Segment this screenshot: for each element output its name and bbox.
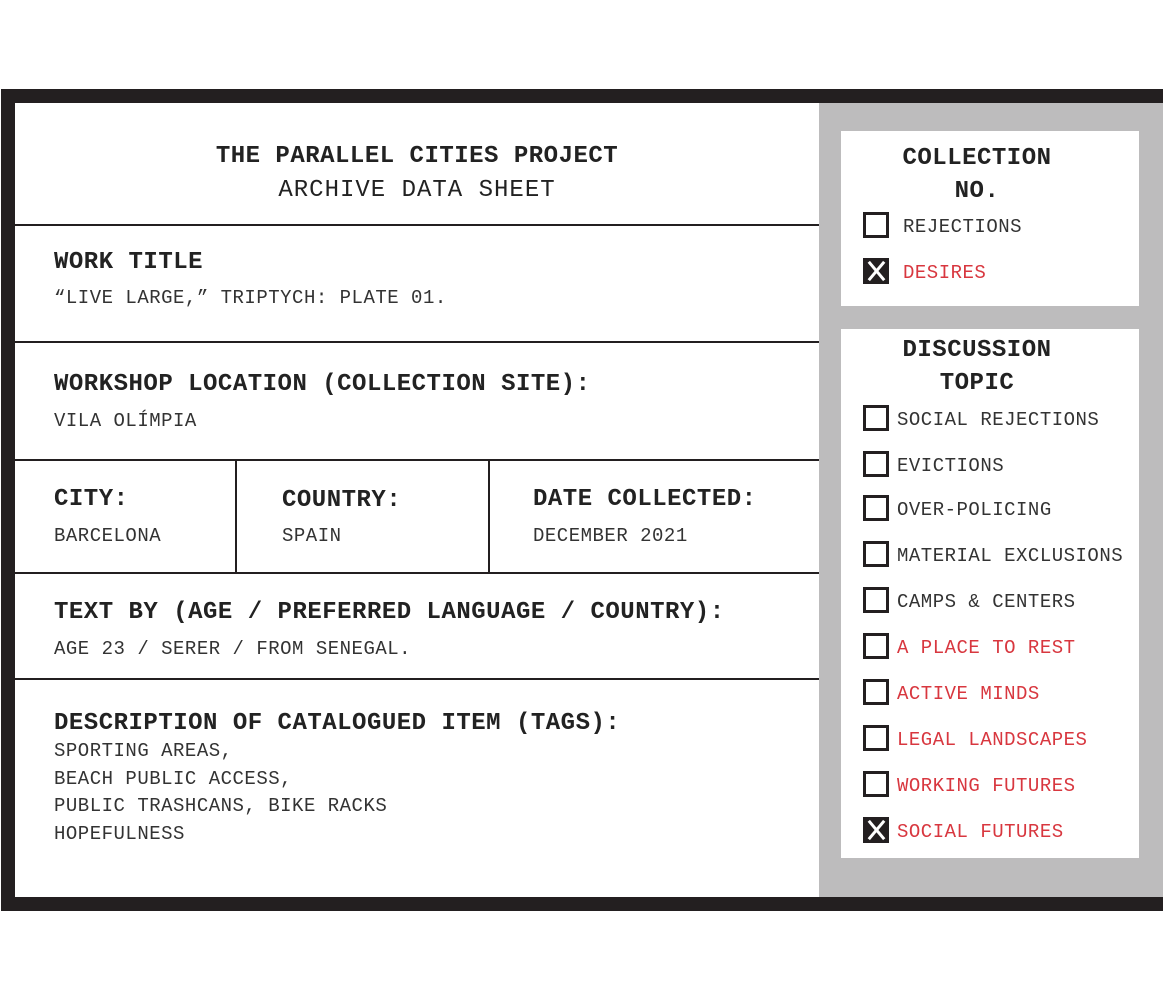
checkbox-label: REJECTIONS [903, 216, 1023, 238]
data-fields-panel [15, 103, 819, 897]
checkbox-label: MATERIAL EXCLUSIONS [897, 545, 1124, 567]
work-title-label: WORK TITLE [54, 249, 204, 276]
checkbox-icon[interactable] [863, 679, 889, 705]
checkbox-icon[interactable] [863, 725, 889, 751]
description-tag-line: PUBLIC TRASHCANS, BIKE RACKS [54, 795, 388, 817]
checkbox-label: EVICTIONS [897, 455, 1005, 477]
date-collected-value: DECEMBER 2021 [533, 525, 688, 547]
checked-checkbox-icon[interactable] [863, 258, 889, 284]
checkbox-icon[interactable] [863, 771, 889, 797]
collection-no-heading: COLLECTION [902, 145, 1052, 172]
work-title-value: “LIVE LARGE,” TRIPTYCH: PLATE 01. [54, 287, 447, 309]
checkbox-label: CAMPS & CENTERS [897, 591, 1076, 613]
collection-no-card [841, 131, 1139, 306]
discussion-topic-card [841, 329, 1139, 858]
checkbox-label: SOCIAL REJECTIONS [897, 409, 1100, 431]
checkbox-icon[interactable] [863, 495, 889, 521]
checkbox-label: ACTIVE MINDS [897, 683, 1040, 705]
date-collected-label: DATE COLLECTED: [533, 486, 757, 513]
country-value: SPAIN [282, 525, 342, 547]
workshop-location-value: VILA OLÍMPIA [54, 410, 197, 432]
checked-checkbox-icon[interactable] [863, 817, 889, 843]
checkbox-icon[interactable] [863, 541, 889, 567]
checkbox-icon[interactable] [863, 405, 889, 431]
description-tags [54, 738, 387, 848]
city-label: CITY: [54, 486, 129, 513]
text-by-value: AGE 23 / SERER / FROM SENEGAL. [54, 638, 412, 660]
discussion-topic-heading: DISCUSSION [902, 337, 1052, 364]
archive-data-sheet [1, 89, 1163, 911]
checkbox-label: A PLACE TO REST [897, 637, 1076, 659]
divider [15, 678, 821, 680]
checkbox-icon[interactable] [863, 587, 889, 613]
divider [235, 460, 237, 573]
country-label: COUNTRY: [282, 487, 402, 514]
description-tag-line: BEACH PUBLIC ACCESS, [54, 767, 293, 790]
classification-sidebar [819, 103, 1163, 897]
checkbox-icon[interactable] [863, 451, 889, 477]
text-by-label: TEXT BY (AGE / PREFERRED LANGUAGE / COUNTRY): [54, 599, 725, 626]
workshop-location-label: WORKSHOP LOCATION (COLLECTION SITE): [54, 371, 591, 398]
checkbox-label: OVER-POLICING [897, 499, 1052, 521]
description-tag-line: SPORTING AREAS, [54, 740, 233, 762]
description-tag-line: HOPEFULNESS [54, 822, 185, 845]
description-label: DESCRIPTION OF CATALOGUED ITEM (TAGS): [54, 710, 621, 737]
city-value: BARCELONA [54, 525, 162, 547]
checkbox-label: DESIRES [903, 262, 987, 284]
divider [488, 460, 490, 573]
checkbox-label: WORKING FUTURES [897, 775, 1076, 797]
collection-no-heading: NO. [954, 178, 1000, 205]
divider [15, 341, 821, 343]
checkbox-label: SOCIAL FUTURES [897, 821, 1064, 843]
divider [15, 572, 821, 574]
divider [15, 224, 821, 226]
checkbox-label: LEGAL LANDSCAPES [897, 729, 1088, 751]
sheet-subtitle: ARCHIVE DATA SHEET [278, 177, 556, 204]
checkbox-icon[interactable] [863, 633, 889, 659]
project-title: THE PARALLEL CITIES PROJECT [215, 143, 619, 170]
discussion-topic-heading: TOPIC [939, 370, 1015, 397]
checkbox-icon[interactable] [863, 212, 889, 238]
divider [15, 459, 821, 461]
